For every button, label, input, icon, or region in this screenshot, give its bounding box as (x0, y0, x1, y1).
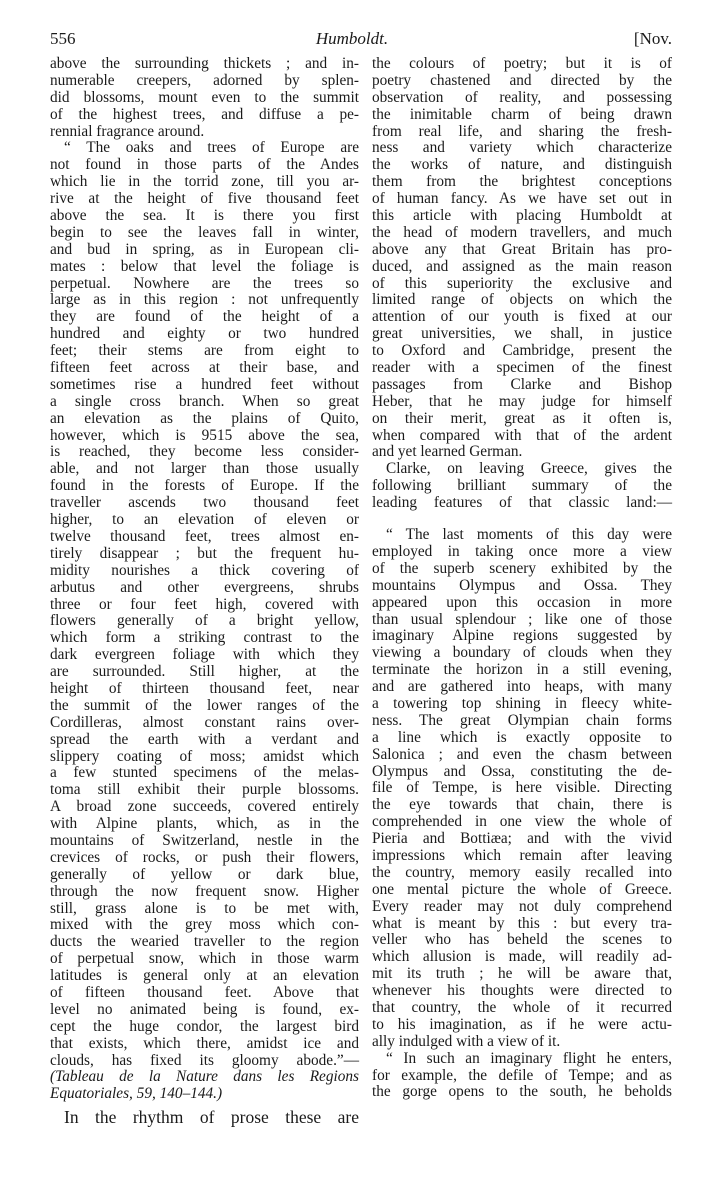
text-line: rive at the height of five thousand feet (50, 190, 359, 208)
text-line: for example, the defile of Tempe; and as (372, 1066, 672, 1084)
text-line: cept the huge condor, the largest bird (50, 1017, 359, 1035)
text-line: Every reader may not duly comprehend (372, 897, 672, 915)
text-line: traveller ascends two thousand feet (50, 494, 359, 512)
text-line: fifteen feet across at their base, and (50, 359, 359, 377)
text-line: of human fancy. As we have set out in (372, 190, 672, 208)
text-line: attention of our youth is fixed at our (372, 308, 672, 326)
text-line: a towering top shining in fleecy white- (372, 694, 672, 712)
text-line: whenever his thoughts were directed to (372, 982, 672, 1000)
text-line: able, and not larger than those usually (50, 460, 359, 478)
text-line: “ In such an imaginary flight he enters, (386, 1049, 672, 1067)
text-line: passages from Clarke and Bishop (372, 375, 672, 393)
text-line: level no animated being is found, ex- (50, 1000, 359, 1018)
text-line: and bud in spring, as in European cli- (50, 240, 359, 258)
text-line: the inimitable charm of being drawn (372, 105, 672, 123)
right-column (372, 56, 672, 1101)
text-line: crevices of rocks, or push their flowers, (50, 848, 359, 866)
text-line: the country, memory easily recalled into (372, 863, 672, 881)
text-line: slippery coating of moss; amidst which (50, 747, 359, 765)
text-line: ness. The great Olympian chain forms (372, 711, 672, 729)
text-line: comprehended in one view the whole of (372, 813, 672, 831)
text-line: twelve thousand feet, trees almost en- (50, 527, 359, 545)
text-line: “ The oaks and trees of Europe are (64, 139, 359, 157)
text-line: of the highest trees, and diffuse a pe- (50, 105, 359, 123)
text-line: a few stunted specimens of the melas- (50, 764, 359, 782)
text-line: to his imagination, as if he were actu- (372, 1015, 672, 1033)
text-line: terminate the horizon in a still evening, (372, 661, 672, 679)
text-line: the colours of poetry; but it is of (372, 55, 672, 72)
text-line: this article with placing Humboldt at (372, 207, 672, 225)
text-line: In the rhythm of prose these are (64, 1107, 359, 1128)
text-line: reader with a specimen of the finest (372, 359, 672, 377)
text-line: through the now frequent snow. Higher (50, 882, 359, 900)
text-line: an elevation as the plains of Quito, (50, 409, 359, 427)
text-line: the gorge opens to the south, he beholds (372, 1083, 672, 1101)
text-line: and are gathered into heaps, with many (372, 678, 672, 696)
text-line: a line which is exactly opposite to (372, 728, 672, 746)
text-line: the head of modern travellers, and much (372, 223, 672, 241)
text-line: are surrounded. Still higher, at the (50, 663, 359, 681)
text-line: ducts the wearied traveller to the region (50, 933, 359, 951)
text-line: Clarke, on leaving Greece, gives the (386, 460, 672, 478)
text-line: Heber, that he may judge for himself (372, 392, 672, 410)
text-line: Pieria and Bottiæa; and with the vivid (372, 830, 672, 848)
text-line: observation of reality, and possessing (372, 88, 672, 106)
text-line: that country, the whole of it recurred (372, 998, 672, 1016)
text-line: great universities, we shall, in justice (372, 325, 672, 343)
text-line: following brilliant summary of the (372, 477, 672, 495)
text-line: mountains Olympus and Ossa. They (372, 576, 672, 594)
text-line: on their merit, great as it often is, (372, 409, 672, 427)
text-line: latitudes is general only at an elevation (50, 967, 359, 985)
text-line: rennial fragrance around. (50, 122, 205, 140)
text-line: (Tableau de la Nature dans les Regions (50, 1068, 359, 1086)
text-line: numerable creepers, adorned by splen- (50, 71, 359, 89)
text-line: spread the earth with a verdant and (50, 730, 359, 748)
text-line: with Alpine plants, which, as in the (50, 815, 359, 833)
text-line: viewing a boundary of clouds when they (372, 644, 672, 662)
text-line: Equatoriales, 59, 140–144.) (50, 1085, 223, 1103)
text-line: when compared with that of the ardent (372, 426, 672, 444)
text-line: which allusion is made, will readily ad- (372, 948, 672, 966)
text-line: found in the forests of Europe. If the (50, 477, 359, 495)
text-line: above the sea. It is there you first (50, 207, 359, 225)
text-line: appeared upon this occasion in more (372, 593, 672, 611)
text-line: imaginary Alpine regions suggested by (372, 627, 672, 645)
text-line: begin to see the leaves fall in winter, (50, 223, 359, 241)
text-line: duced, and assigned as the main reason (372, 257, 672, 275)
text-line: above any that Great Britain has pro- (372, 240, 672, 258)
text-line: limited range of objects on which the (372, 291, 672, 309)
text-line: did blossoms, mount even to the summit (50, 88, 359, 106)
text-line: hundred and eighty or two hundred (50, 325, 359, 343)
text-line: veller who has beheld the scenes to (372, 931, 672, 949)
text-line: ness and variety which characterize (372, 139, 672, 157)
text-line: large as in this region : not unfrequently (50, 291, 359, 309)
text-line: Olympus and Ossa, constituting the de- (372, 762, 672, 780)
text-line: however, which is 9515 above the sea, (50, 426, 359, 444)
text-line: perpetual. Nowhere are the trees so (50, 274, 359, 292)
running-month: [Nov. (633, 29, 672, 48)
text-line: mit its truth ; he will be aware that, (372, 965, 672, 983)
text-line: of the superb scenery exhibited by the (372, 559, 672, 577)
text-line: them from the brightest conceptions (372, 173, 672, 191)
text-line: than usual splendour ; like one of those (372, 610, 672, 628)
text-line: mountains of Switzerland, nestle in the (50, 831, 359, 849)
text-line: not found in those parts of the Andes (50, 156, 359, 174)
text-line: file of Tempe, is here visible. Directing (372, 779, 672, 797)
text-line: is reached, they become less consider- (50, 443, 359, 461)
text-line: mates : below that level the foliage is (50, 257, 359, 275)
text-line: still, grass alone is to be met with, (50, 899, 359, 917)
text-line: which lie in the torrid zone, till you ar- (50, 173, 359, 191)
text-line: A broad zone succeeds, covered entirely (50, 798, 359, 816)
text-line: clouds, has fixed its gloomy abode.”— (50, 1051, 359, 1069)
text-line: toma still exhibit their purple blossoms. (50, 781, 359, 799)
text-line: they are found of the height of a (50, 308, 359, 326)
text-line: sometimes rise a hundred feet without (50, 375, 359, 393)
text-line: dark evergreen foliage with which they (50, 646, 359, 664)
text-line: a single cross branch. When so great (50, 392, 359, 410)
text-line: generally of yellow or dark blue, (50, 865, 359, 883)
text-line: height of thirteen thousand feet, near (50, 679, 359, 697)
page-number: 556 (50, 29, 76, 48)
text-line: and yet learned German. (372, 443, 523, 461)
text-line: three or four feet high, covered with (50, 595, 359, 613)
text-line: which form a striking contrast to the (50, 629, 359, 647)
running-title: Humboldt. (315, 29, 389, 48)
text-line: flowers generally of a bright yellow, (50, 612, 359, 630)
text-line: employed in taking once more a view (372, 542, 672, 560)
text-line: that exists, which there, amidst ice and (50, 1034, 359, 1052)
text-line: what is meant by this : but every tra- (372, 914, 672, 932)
text-line: ally indulged with a view of it. (372, 1032, 561, 1050)
text-line: the works of nature, and distinguish (372, 156, 672, 174)
text-line: of this superiority the exclusive and (372, 274, 672, 292)
text-line: leading features of that classic land:— (372, 494, 672, 512)
text-line: of perpetual snow, which in those warm (50, 950, 359, 968)
text-line: poetry chastened and directed by the (372, 71, 672, 89)
text-line: Cordilleras, almost constant rains over- (50, 713, 359, 731)
text-line: midity nourishes a thick covering of (50, 561, 359, 579)
text-line: the summit of the lower ranges of the (50, 696, 359, 714)
text-line: impressions which remain after leaving (372, 846, 672, 864)
text-line: higher, to an elevation of eleven or (50, 511, 359, 529)
text-line: tirely disappear ; but the frequent hu- (50, 544, 359, 562)
text-line: arbutus and other evergreens, shrubs (50, 578, 359, 596)
text-line: of fifteen thousand feet. Above that (50, 983, 359, 1001)
text-line: Salonica ; and even the chasm between (372, 745, 672, 763)
text-line: from real life, and sharing the fresh- (372, 122, 672, 140)
text-line: feet; their stems are from eight to (50, 342, 359, 360)
text-line: the eye towards that chain, there is (372, 796, 672, 814)
left-column (50, 56, 359, 1128)
text-line: mixed with the grey moss which con- (50, 916, 359, 934)
text-line: one mental picture the whole of Greece. (372, 880, 672, 898)
text-line: to Oxford and Cambridge, present the (372, 342, 672, 360)
text-line: “ The last moments of this day were (386, 526, 672, 544)
text-line: above the surrounding thickets ; and in- (50, 55, 359, 72)
